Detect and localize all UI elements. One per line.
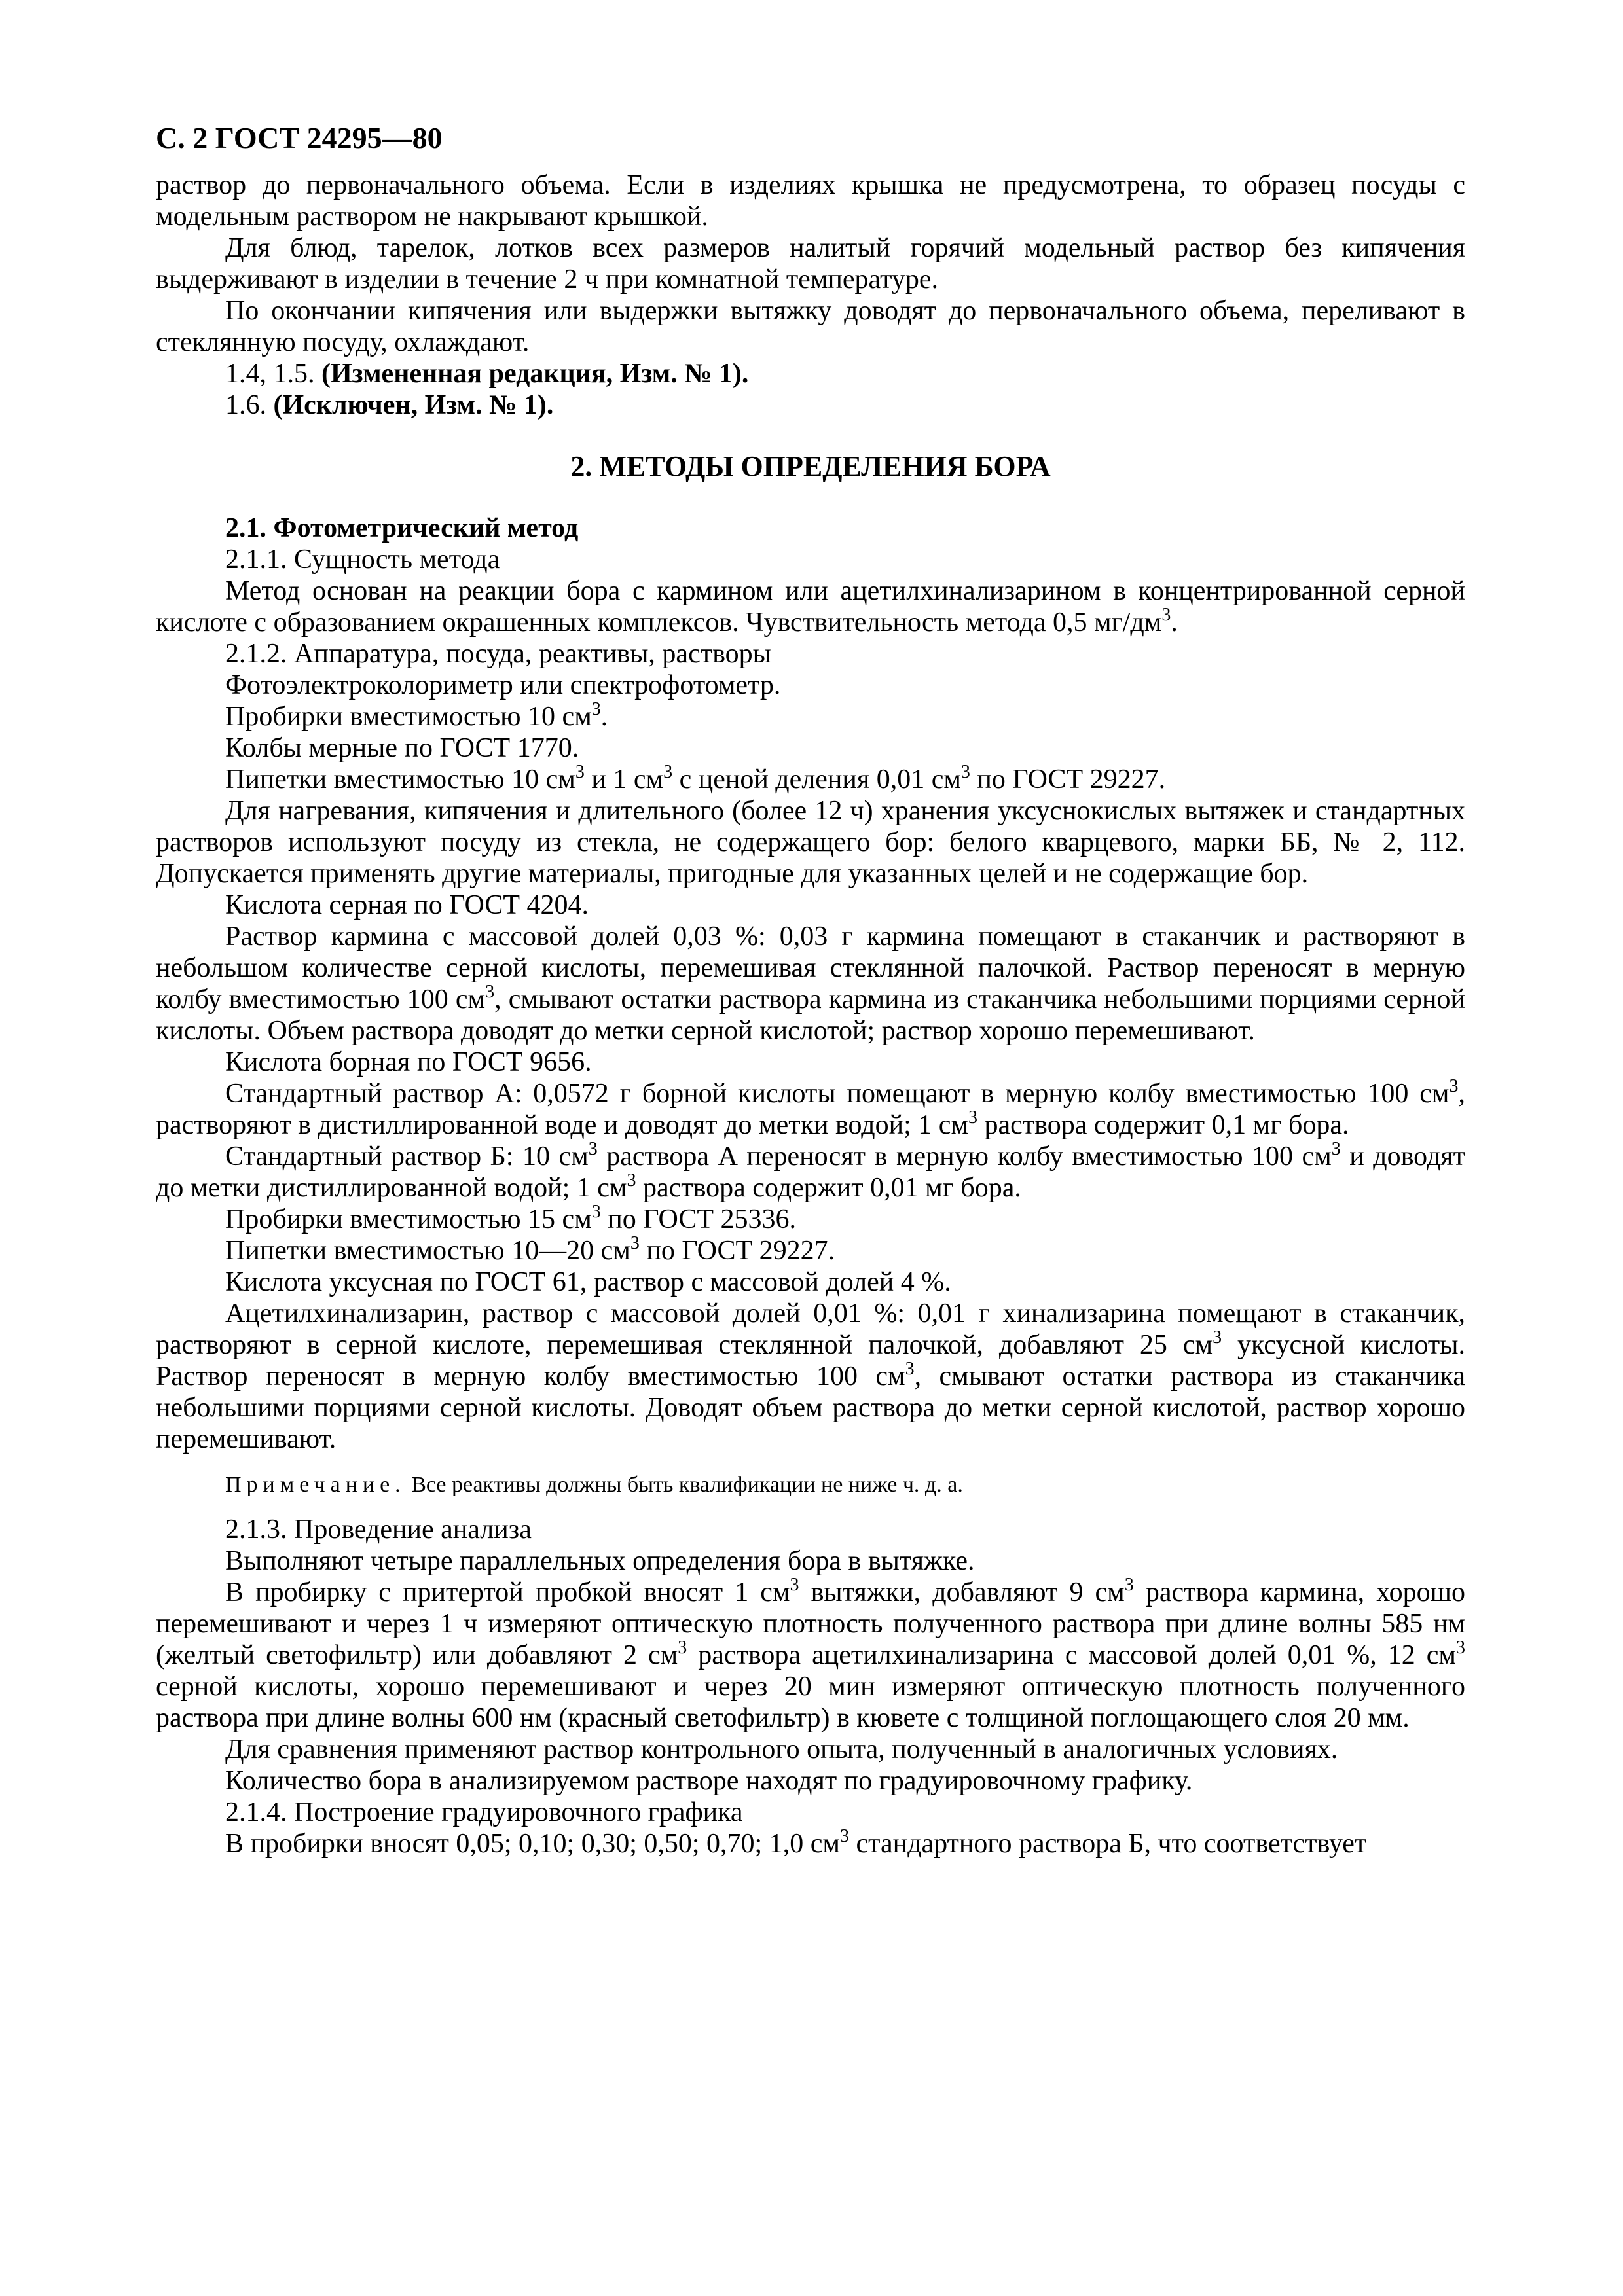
clause-heading: 2.1.3. Проведение анализа [225, 1515, 532, 1545]
paragraph: Кислота уксусная по ГОСТ 61, раствор с массовой долей 4 %. [225, 1267, 951, 1297]
clause-number: 1.4, 1.5. [225, 359, 315, 389]
paragraph: В пробирки вносят 0,05; 0,10; 0,30; 0,50; 0,70; 1,0 $см^3$ стандартного раствора Б, что соответствует [225, 1826, 1367, 1859]
paragraph: Колбы мерные по ГОСТ 1770. [225, 733, 579, 763]
paragraph: Пробирки вместимостью 15 $см^3$ по ГОСТ 25336. [225, 1202, 797, 1234]
amendment-text: (Исключен, Изм. № 1). [273, 390, 554, 420]
paragraph: Для нагревания, кипячения и длительного (более 12 ч) хранения уксуснокислых вытяжек и стандартных растворов используют посуду из стекла, не содержащего бор: белого кварцевого, марки ББ, № 2, 112. Допускается применять другие материалы, пригодные для указанных целей и не содержащие бор. [156, 796, 1465, 889]
paragraph: Выполняют четыре параллельных определения бора в вытяжке. [225, 1546, 975, 1576]
paragraph: Пипетки вместимостью 10 $см^3$ и 1 $см^3$ с ценой деления 0,01 $см^3$ по ГОСТ 29227. [225, 762, 1166, 795]
subsection-heading: 2.1. Фотометрический метод [225, 513, 579, 543]
paragraph: В пробирку с притертой пробкой вносят 1 $см^3$ вытяжки, добавляют 9 $см^3$ раствора кармина, хорошо перемешивают и через 1 ч измеряют оптическую плотность полученного раствора при длине волны 585 нм (желтый светофильтр) или добавляют 2 $см^3$ раствора ацетилхинализарина с массовой долей 0,01 %, 12 $см^3$ серной кислоты, хорошо перемешивают и через 20 мин измеряют оптическую плотность полученного раствора при длине волны 600 нм (красный светофильтр) в кювете с толщиной поглощающего слоя 20 мм. [156, 1575, 1466, 1733]
note-label: Примечание. [225, 1473, 406, 1497]
note [156, 1471, 1465, 1499]
paragraph: Раствор кармина с массовой долей 0,03 %: 0,03 г кармина помещают в стаканчик и растворяют в небольшом количестве серной кислоты, перемешивая стеклянной палочкой. Раствор переносят в мерную колбу вместимостью 100 $см^3$, смывают остатки раствора кармина из стаканчика небольшими порциями серной кислоты. Объем раствора доводят до метки серной кислотой; раствор хорошо перемешивают. [156, 922, 1466, 1046]
paragraph: Фотоэлектроколориметр или спектрофотометр. [225, 670, 781, 700]
page-header: С. 2 ГОСТ 24295—80 [156, 121, 443, 154]
document-page [156, 121, 1465, 1859]
clause-number: 1.6. [225, 390, 266, 420]
paragraph: Для блюд, тарелок, лотков всех размеров налитый горячий модельный раствор без кипячения выдерживают в изделии в течение 2 ч при комнатной температуре. [156, 233, 1465, 295]
amendment-text: (Измененная редакция, Изм. № 1). [321, 359, 749, 389]
paragraph: Стандартный раствор А: 0,0572 г борной кислоты помещают в мерную колбу вместимостью 100 $см^3$, растворяют в дистиллированной воде и доводят до метки водой; 1 $см^3$ раствора содержит 0,1 мг бора. [156, 1076, 1465, 1140]
paragraph: Ацетилхинализарин, раствор с массовой долей 0,01 %: 0,01 г хинализарина помещают в стаканчик, растворяют в серной кислоте, перемешивая стеклянной палочкой, добавляют 25 $см^3$ уксусной кислоты. Раствор переносят в мерную колбу вместимостью 100 $см^3$, смывают остатки раствора из стаканчика небольшими порциями серной кислоты. Доводят объем раствора до метки серной кислотой, раствор хорошо перемешивают. [156, 1299, 1466, 1454]
paragraph: Кислота борная по ГОСТ 9656. [225, 1047, 592, 1077]
amendment-note [156, 358, 1465, 389]
paragraph: Стандартный раствор Б: 10 $см^3$ раствора А переносят в мерную колбу вместимостью 100 $см^3$ и доводят до метки дистиллированной водой; 1 $см^3$ раствора содержит 0,01 мг бора. [156, 1139, 1465, 1203]
amendment-note [156, 389, 1465, 421]
clause-heading: 2.1.2. Аппаратура, посуда, реактивы, растворы [225, 639, 771, 669]
note-text: Все реактивы должны быть квалификации не ниже ч. д. а. [405, 1473, 963, 1497]
paragraph: Для сравнения применяют раствор контрольного опыта, полученный в аналогичных условиях. [225, 1734, 1338, 1765]
clause-heading: 2.1.1. Сущность метода [225, 545, 500, 575]
paragraph: Кислота серная по ГОСТ 4204. [225, 890, 589, 920]
paragraph: раствор до первоначального объема. Если в изделиях крышка не предусмотрена, то образец посуды с модельным раствором не накрывают крышкой. [156, 170, 1465, 232]
paragraph: Количество бора в анализируемом растворе находят по градуировочному графику. [225, 1766, 1193, 1796]
section-title: 2. МЕТОДЫ ОПРЕДЕЛЕНИЯ БОРА [570, 450, 1051, 482]
paragraph: По окончании кипячения или выдержки вытяжку доводят до первоначального объема, переливают в стеклянную посуду, охлаждают. [156, 296, 1465, 357]
clause-heading: 2.1.4. Построение градуировочного графика [225, 1797, 743, 1827]
paragraph: Пробирки вместимостью 10 $см^3$. [225, 699, 608, 732]
paragraph: Метод основан на реакции бора с кармином или ацетилхинализарином в концентрированной серной кислоте с образованием окрашенных комплексов. Чувствительность метода 0,5 $мг/дм^3$. [156, 576, 1465, 637]
paragraph: Пипетки вместимостью 10—20 $см^3$ по ГОСТ 29227. [225, 1233, 835, 1266]
